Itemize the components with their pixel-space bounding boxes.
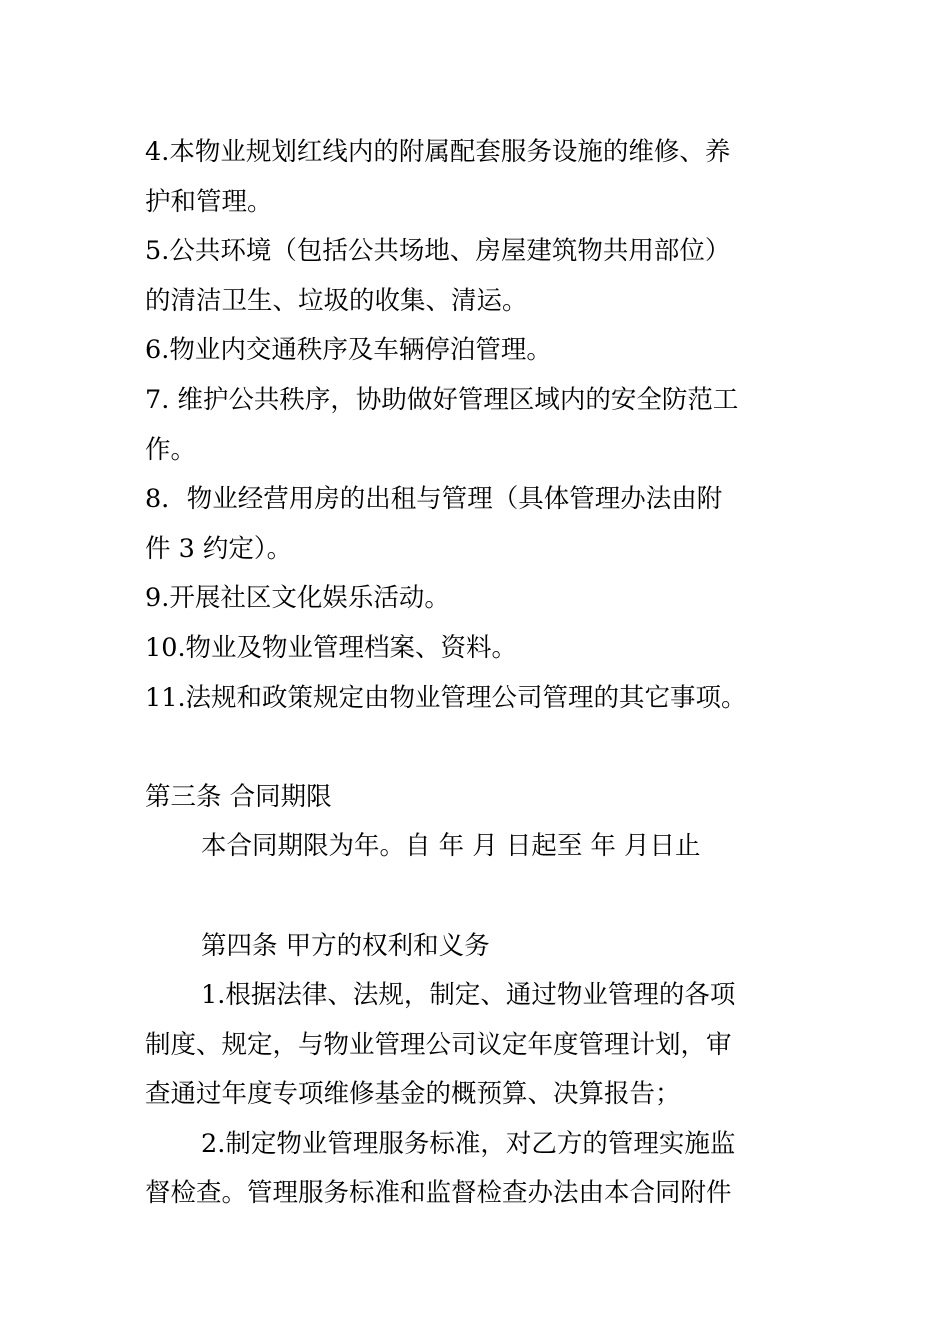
text-line: 10.物业及物业管理档案、资料。: [145, 632, 518, 663]
section-heading-article-3: 第三条 合同期限: [145, 781, 332, 812]
text-line: 6.物业内交通秩序及车辆停泊管理。: [145, 335, 552, 366]
text-line: 本合同期限为年。自 年 月 日起至 年 月日止: [201, 831, 701, 862]
blank-line: [145, 723, 825, 773]
text-line: 2.制定物业管理服务标准，对乙方的管理实施监: [201, 1128, 736, 1159]
text-line: 7. 维护公共秩序，协助做好管理区域内的安全防范工: [145, 384, 739, 415]
section-heading-article-4: 第四条 甲方的权利和义务: [201, 930, 490, 961]
text-line: 4.本物业规划红线内的附属配套服务设施的维修、养: [145, 137, 731, 167]
text-line: 9.开展社区文化娱乐活动。: [145, 583, 450, 614]
blank-line: [145, 872, 825, 922]
text-line: 1.根据法律、法规，制定、通过物业管理的各项: [201, 980, 736, 1011]
text-line: 8．物业经营用房的出租与管理（具体管理办法由附: [145, 484, 723, 515]
text-line: 督检查。管理服务标准和监督检查办法由本合同附件: [145, 1178, 732, 1209]
contract-text: [145, 128, 825, 1219]
text-line: 作。: [145, 434, 197, 465]
text-line: 的清洁卫生、垃圾的收集、清运。: [145, 285, 528, 316]
text-line: 护和管理。: [145, 186, 273, 217]
text-line: 制度、规定，与物业管理公司议定年度管理计划，审: [145, 1029, 732, 1060]
text-line: 查通过年度专项维修基金的概预算、决算报告；: [145, 1079, 681, 1110]
text-line: 件 3 约定）。: [145, 533, 293, 564]
text-line: 5.公共环境（包括公共场地、房屋建筑物共用部位）: [145, 236, 731, 267]
text-line: 11.法规和政策规定由物业管理公司管理的其它事项。: [145, 682, 747, 713]
